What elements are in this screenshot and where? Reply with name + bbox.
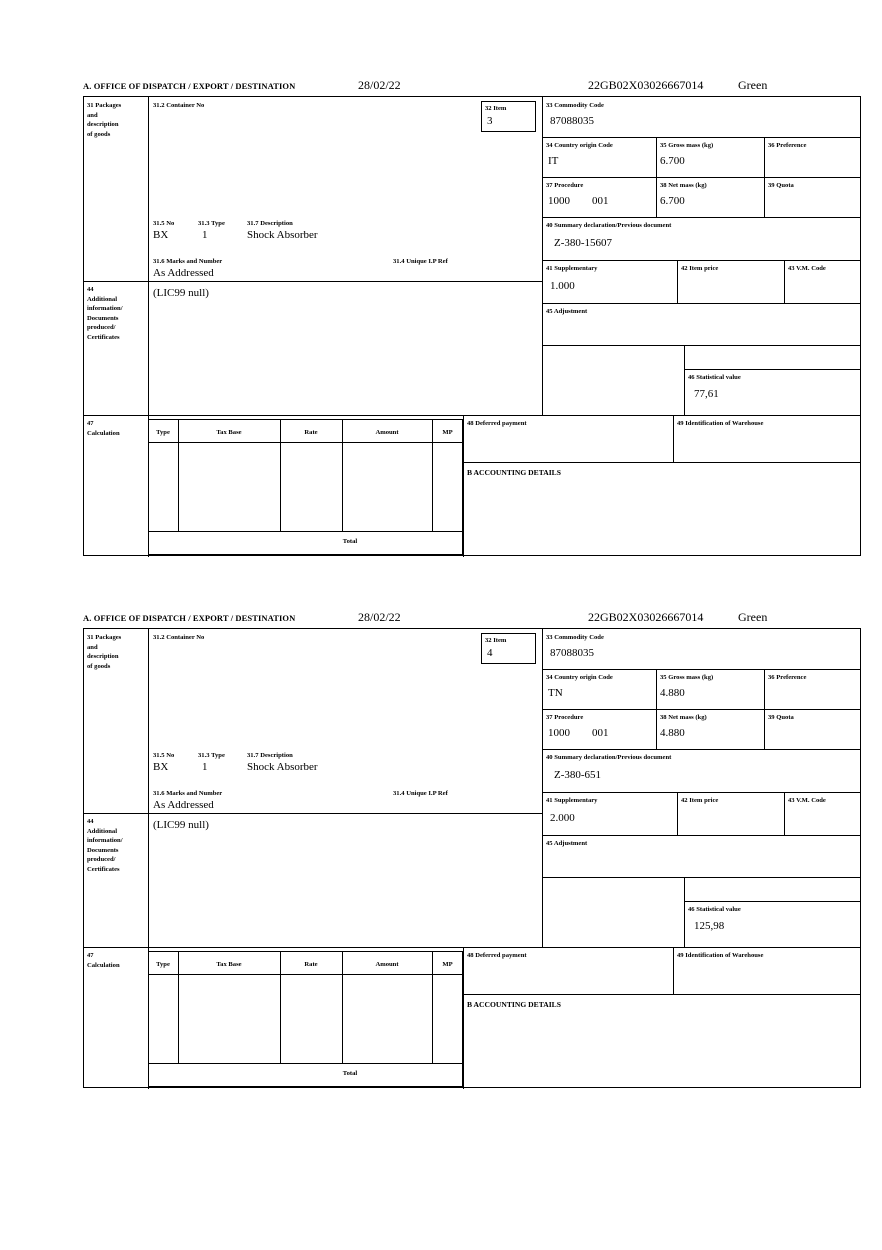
header-mrn: 22GB02X03026667014	[588, 78, 704, 92]
divider-46-left	[684, 345, 685, 415]
box31-6-marks-value-2: As Addressed	[153, 799, 214, 811]
divider-35-36-2	[764, 669, 765, 749]
box33-label: 33 Commodity Code	[546, 102, 604, 109]
box42-label: 42 Item price	[681, 265, 719, 272]
divider-41-42-2	[677, 792, 678, 835]
divider-33-34-2	[542, 669, 860, 670]
box47-col-rate-2: Rate	[304, 961, 318, 968]
box46-value: 77,61	[694, 388, 719, 400]
box38-value-2: 4.880	[660, 727, 685, 739]
divider-42-43-2	[784, 792, 785, 835]
box47-total-label-2: Total	[342, 1070, 358, 1077]
box44-value-2: (LIC99 null)	[153, 819, 209, 831]
box37-label-2: 37 Procedure	[546, 714, 584, 721]
box33-value: 87088035	[550, 115, 594, 127]
divider-45-46	[542, 345, 860, 346]
box44-value: (LIC99 null)	[153, 287, 209, 299]
sheet-header	[83, 78, 861, 96]
box47-total-label: Total	[342, 538, 358, 545]
box31-4-unique-ip-ref-label-2: 31.4 Unique I.P Ref	[393, 790, 448, 797]
header-lane-2: Green	[738, 610, 768, 624]
box47-table	[148, 419, 463, 555]
divider-48-B	[463, 462, 860, 463]
box31-2-container-no-label-2: 31.2 Container No	[153, 634, 205, 641]
box40-value-2: Z-380-651	[554, 769, 602, 781]
divider-48-49-2	[673, 947, 674, 994]
box35-value: 6.700	[660, 155, 685, 167]
box37-value: 1000 001	[548, 195, 609, 207]
box47-header-rule	[148, 442, 463, 443]
box49-label: 49 Identification of Warehouse	[677, 420, 764, 427]
box31-6-marks-value: As Addressed	[153, 267, 214, 279]
box37-value-2: 1000 001	[548, 727, 609, 739]
divider-48-49	[673, 415, 674, 462]
box46-label-2: 46 Statistical value	[688, 906, 741, 913]
box33-label-2: 33 Commodity Code	[546, 634, 604, 641]
box44-label-2: 44 Additional information/ Documents produced/ Certificates	[87, 818, 123, 873]
box36-label: 36 Preference	[768, 142, 807, 149]
box34-label: 34 Country origin Code	[546, 142, 613, 149]
box31-7-description-value: Shock Absorber	[247, 229, 318, 241]
box49-label-2: 49 Identification of Warehouse	[677, 952, 764, 959]
box32-item-value: 3	[487, 114, 493, 127]
box47-col-tax-base: Tax Base	[216, 429, 242, 436]
box47-col-amount-2: Amount	[375, 961, 399, 968]
box38-label: 38 Net mass (kg)	[660, 182, 707, 189]
box47-header-rule-2	[148, 974, 463, 975]
box40-label: 40 Summary declaration/Previous document	[546, 222, 672, 229]
divider-44-47	[84, 415, 860, 416]
box40-label-2: 40 Summary declaration/Previous document	[546, 754, 672, 761]
box35-label-2: 35 Gross mass (kg)	[660, 674, 714, 681]
sheet-header-2	[83, 610, 861, 628]
divider-40-41-2	[542, 792, 860, 793]
divider-44-right-dotted	[542, 345, 543, 415]
divider-41-42	[677, 260, 678, 303]
divider-47-48	[463, 415, 464, 557]
divider-35-36	[764, 137, 765, 217]
divider-34-35	[656, 137, 657, 217]
box31-label: 31 Packages and description of goods	[87, 102, 122, 138]
box40-value: Z-380-15607	[554, 237, 613, 249]
box31-7-description-value-2: Shock Absorber	[247, 761, 318, 773]
box33-value-2: 87088035	[550, 647, 594, 659]
box31-4-unique-ip-ref-label: 31.4 Unique I.P Ref	[393, 258, 448, 265]
divider-31-44	[84, 281, 542, 282]
declaration-sheet-2	[83, 610, 861, 1088]
box42-label-2: 42 Item price	[681, 797, 719, 804]
box47-col-mp: MP	[442, 429, 453, 436]
box47-col-amount: Amount	[375, 429, 399, 436]
box44-label: 44 Additional information/ Documents produced/ Certificates	[87, 286, 123, 341]
divider-46-left-2	[684, 877, 685, 947]
box47-col-type-2: Type	[156, 961, 170, 968]
box31-5-no-value-2: BX	[153, 761, 169, 773]
box36-label-2: 36 Preference	[768, 674, 807, 681]
box41-label-2: 41 Supplementary	[546, 797, 598, 804]
header-lane: Green	[738, 78, 768, 92]
boxB-label-2: B ACCOUNTING DETAILS	[467, 1000, 561, 1009]
divider-48-B-2	[463, 994, 860, 995]
box31-3-type-value: 1	[202, 229, 208, 241]
box41-value-2: 2.000	[550, 812, 575, 824]
declaration-sheet-1	[83, 78, 861, 556]
box48-label: 48 Deferred payment	[467, 420, 527, 427]
divider-34-37	[542, 177, 860, 178]
declaration-box-1	[83, 96, 861, 556]
box45-label-2: 45 Adjustment	[546, 840, 588, 847]
box46-label: 46 Statistical value	[688, 374, 741, 381]
box41-value: 1.000	[550, 280, 575, 292]
divider-41-45-2	[542, 835, 860, 836]
box35-value-2: 4.880	[660, 687, 685, 699]
box35-label: 35 Gross mass (kg)	[660, 142, 714, 149]
box47-total-rule	[148, 531, 463, 532]
box32-item-2	[481, 633, 536, 664]
box31-7-description-label-2: 31.7 Description	[247, 752, 293, 759]
box38-value: 6.700	[660, 195, 685, 207]
box43-label-2: 43 V.M. Code	[788, 797, 826, 804]
box31-label-2: 31 Packages and description of goods	[87, 634, 122, 670]
box47-col-rate: Rate	[304, 429, 318, 436]
box31-3-type-label: 31.3 Type	[198, 220, 225, 227]
box41-label: 41 Supplementary	[546, 265, 598, 272]
box32-item	[481, 101, 536, 132]
box47-col-tax-base-2: Tax Base	[216, 961, 242, 968]
box47-col-type: Type	[156, 429, 170, 436]
divider-42-43	[784, 260, 785, 303]
box32-item-label: 32 Item	[485, 105, 507, 112]
box31-6-marks-label: 31.6 Marks and Number	[153, 258, 223, 265]
box31-5-no-value: BX	[153, 229, 169, 241]
box48-label-2: 48 Deferred payment	[467, 952, 527, 959]
box31-5-no-label-2: 31.5 No	[153, 752, 175, 759]
office-of-dispatch-label: A. OFFICE OF DISPATCH / EXPORT / DESTINATION	[83, 81, 296, 91]
divider-31-44-2	[84, 813, 542, 814]
divider-37-40	[542, 217, 860, 218]
box39-label: 39 Quota	[768, 182, 794, 189]
box31-3-type-label-2: 31.3 Type	[198, 752, 225, 759]
divider-47-48-2	[463, 947, 464, 1089]
box38-label-2: 38 Net mass (kg)	[660, 714, 707, 721]
box34-value: IT	[548, 155, 559, 167]
box34-value-2: TN	[548, 687, 563, 699]
divider-44-47-2	[84, 947, 860, 948]
divider-46-top	[684, 369, 860, 370]
office-of-dispatch-label-2: A. OFFICE OF DISPATCH / EXPORT / DESTINATION	[83, 613, 296, 623]
divider-46-top-2	[684, 901, 860, 902]
box43-label: 43 V.M. Code	[788, 265, 826, 272]
box31-7-description-label: 31.7 Description	[247, 220, 293, 227]
box47-col-mp-2: MP	[442, 961, 453, 968]
box32-item-value-2: 4	[487, 646, 493, 659]
divider-33-34	[542, 137, 860, 138]
box31-6-marks-label-2: 31.6 Marks and Number	[153, 790, 223, 797]
box32-item-label-2: 32 Item	[485, 637, 507, 644]
boxB-label: B ACCOUNTING DETAILS	[467, 468, 561, 477]
box47-label-2: 47 Calculation	[87, 952, 120, 969]
box31-5-no-label: 31.5 No	[153, 220, 175, 227]
divider-34-37-2	[542, 709, 860, 710]
box31-3-type-value-2: 1	[202, 761, 208, 773]
header-mrn-2: 22GB02X03026667014	[588, 610, 704, 624]
box45-label: 45 Adjustment	[546, 308, 588, 315]
divider-37-40-2	[542, 749, 860, 750]
divider-45-46-2	[542, 877, 860, 878]
divider-34-35-2	[656, 669, 657, 749]
box31-2-container-no-label: 31.2 Container No	[153, 102, 205, 109]
declaration-box-2	[83, 628, 861, 1088]
box37-label: 37 Procedure	[546, 182, 584, 189]
divider-40-41	[542, 260, 860, 261]
box47-table-2	[148, 951, 463, 1087]
box47-label: 47 Calculation	[87, 420, 120, 437]
box34-label-2: 34 Country origin Code	[546, 674, 613, 681]
box46-value-2: 125,98	[694, 920, 725, 932]
divider-44-right-dotted-2	[542, 877, 543, 947]
header-date-2: 28/02/22	[358, 610, 401, 624]
header-date: 28/02/22	[358, 78, 401, 92]
box39-label-2: 39 Quota	[768, 714, 794, 721]
box47-total-rule-2	[148, 1063, 463, 1064]
divider-41-45	[542, 303, 860, 304]
